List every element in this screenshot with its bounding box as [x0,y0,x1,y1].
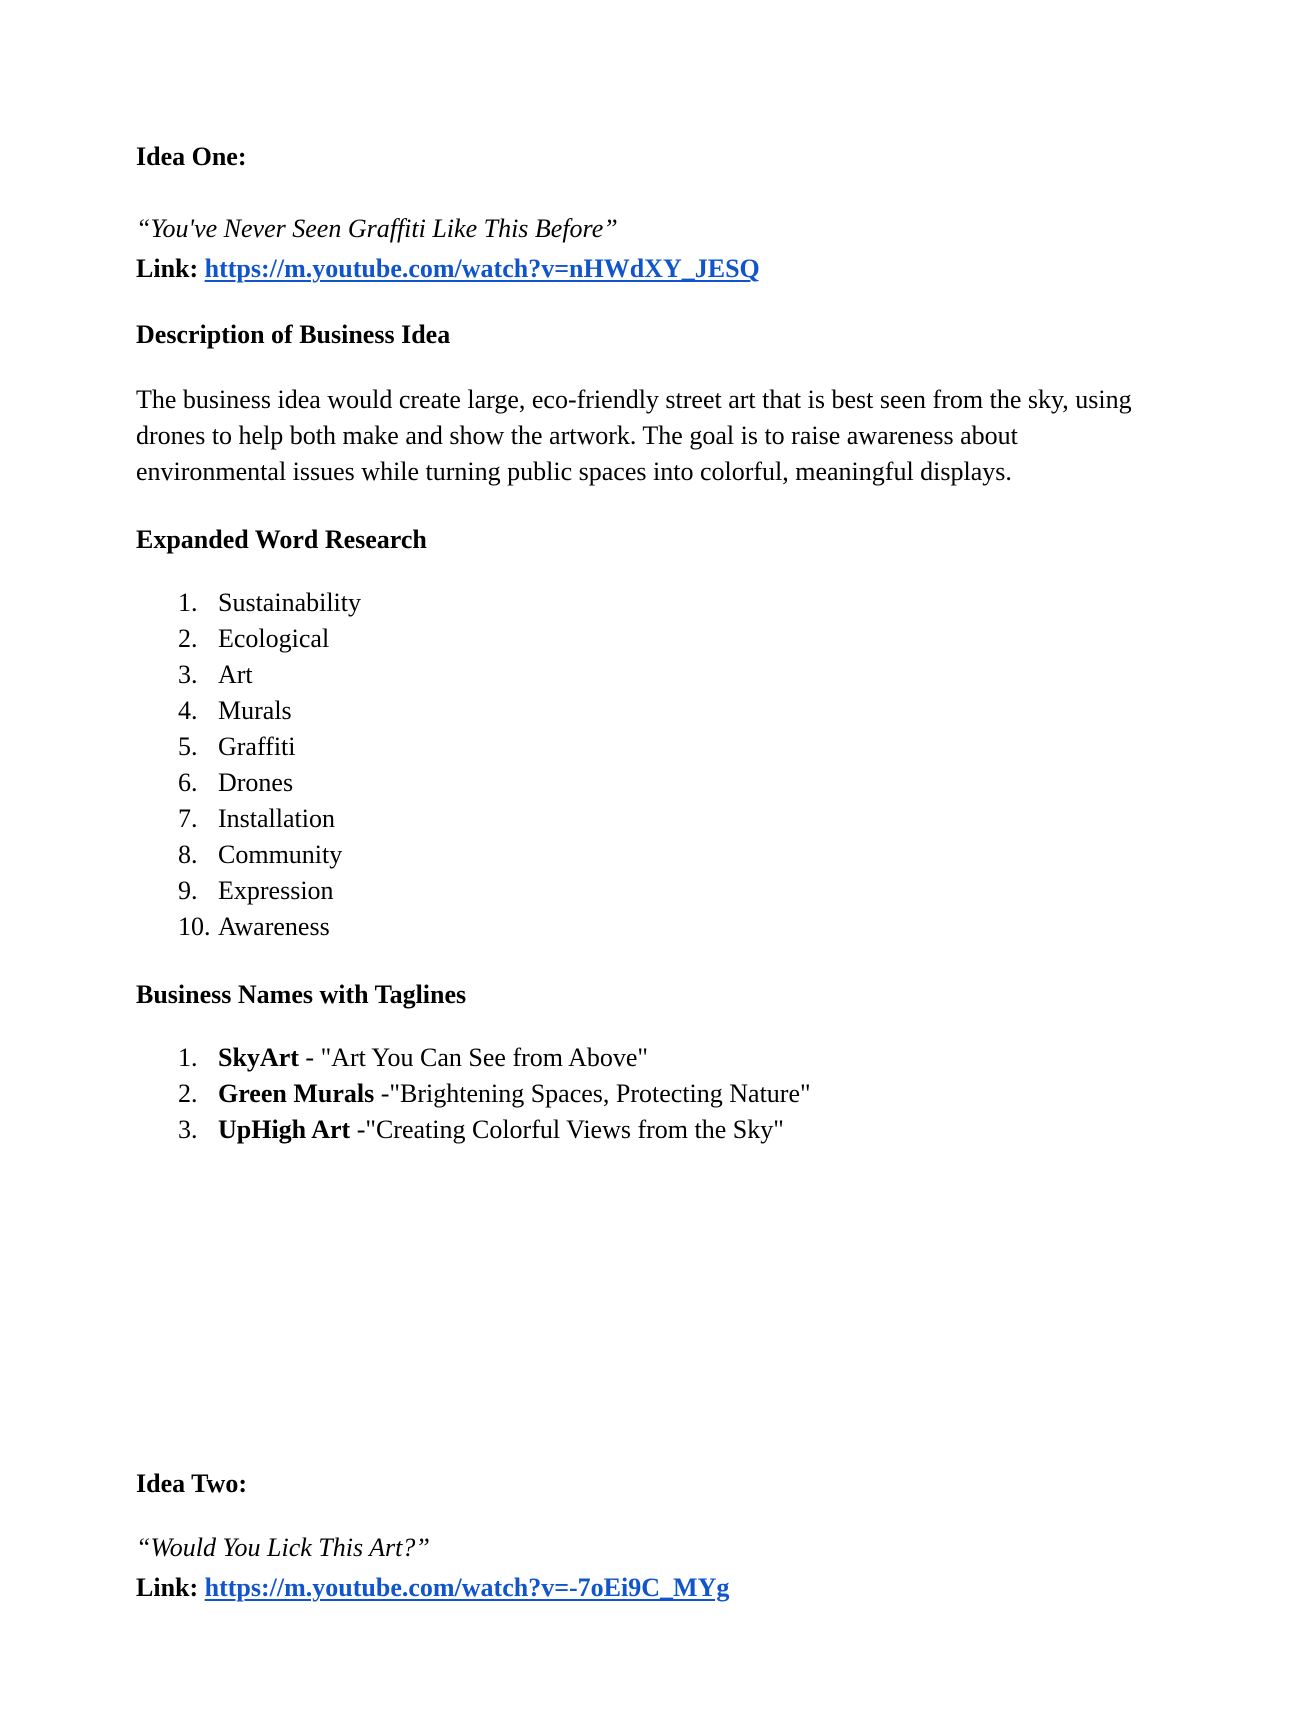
idea-two-video-title: “Would You Lick This Art?” [136,1533,430,1562]
list-number: 6. [178,768,198,797]
list-number: 10. [178,912,211,941]
idea-two-link-line [136,1570,729,1606]
list-number: 1. [178,1043,198,1072]
list-number: 2. [178,1079,198,1108]
list-number: 5. [178,732,198,761]
list-number: 3. [178,660,198,689]
list-number: 7. [178,804,198,833]
idea-two-link-label: Link: [136,1573,199,1602]
list-text: Art [218,660,253,689]
list-number: 4. [178,696,198,725]
list-item [178,909,361,945]
idea-one-link-label: Link: [136,254,199,283]
description-line: The business idea would create large, eco-friendly street art that is best seen from the sky, using [136,385,1132,414]
list-text: Awareness [218,912,330,941]
idea-one-link-line [136,251,760,287]
list-text: Community [218,840,343,869]
list-number: 2. [178,624,198,653]
business-tagline: -"Creating Colorful Views from the Sky" [350,1115,784,1144]
business-tagline: -"Brightening Spaces, Protecting Nature" [374,1079,811,1108]
description-line: drones to help both make and show the artwork. The goal is to raise awareness about [136,421,1018,450]
list-number: 3. [178,1115,198,1144]
list-number: 9. [178,876,198,905]
list-item [178,729,361,765]
list-text: Murals [218,696,292,725]
list-text: Expression [218,876,334,905]
list-item [178,837,361,873]
idea-two-heading: Idea Two: [136,1469,247,1498]
business-name: UpHigh Art [218,1115,351,1144]
description-heading: Description of Business Idea [136,320,451,349]
word-research-heading: Expanded Word Research [136,525,427,554]
list-item [178,873,361,909]
list-text: Sustainability [218,588,361,617]
idea-one-video-title: “You've Never Seen Graffiti Like This Before” [136,214,618,243]
list-number: 8. [178,840,198,869]
list-number: 1. [178,588,198,617]
list-text: Installation [218,804,335,833]
list-item [178,1040,811,1076]
list-item [178,657,361,693]
business-names-heading: Business Names with Taglines [136,980,467,1009]
business-name: Green Murals [218,1079,375,1108]
description-line: environmental issues while turning public spaces into colorful, meaningful displays. [136,457,1012,486]
idea-one-video-link[interactable]: https://m.youtube.com/watch?v=nHWdXY_JESQ [204,254,760,283]
description-paragraph [136,382,1196,490]
list-text: Drones [218,768,294,797]
list-item [178,801,361,837]
list-item [178,621,361,657]
list-text: Graffiti [218,732,296,761]
idea-two-video-link[interactable]: https://m.youtube.com/watch?v=-7oEi9C_MYg [204,1573,730,1602]
list-text: Ecological [218,624,330,653]
idea-one-heading: Idea One: [136,142,247,171]
list-item [178,1112,811,1148]
business-names-list [178,1040,811,1148]
list-item [178,693,361,729]
list-item [178,1076,811,1112]
word-research-list [178,585,361,945]
list-item [178,765,361,801]
list-item [178,585,361,621]
business-name: SkyArt [218,1043,299,1072]
business-tagline: - "Art You Can See from Above" [298,1043,649,1072]
